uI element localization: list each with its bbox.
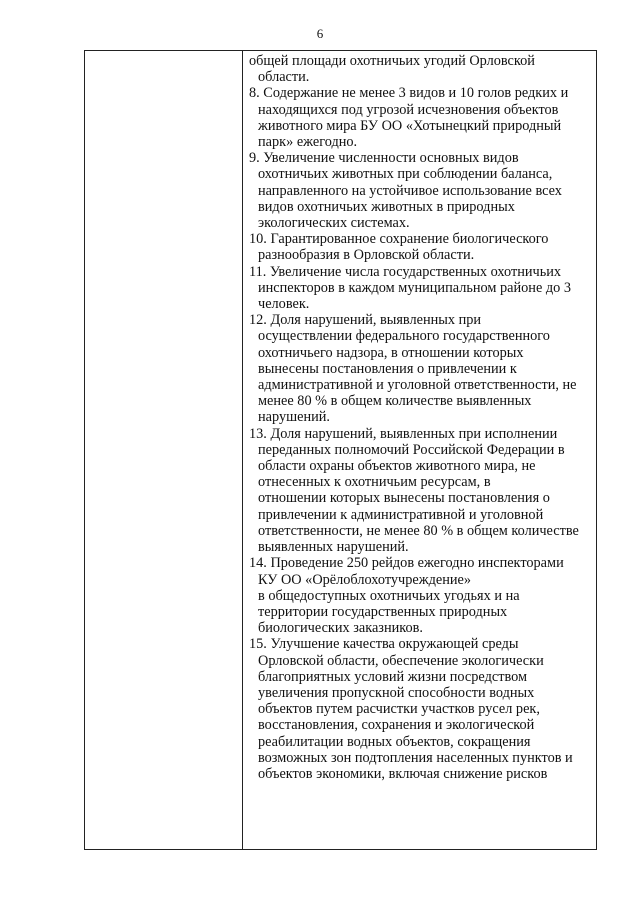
text-line: менее 80 % в общем количестве выявленных: [258, 393, 532, 410]
list-item: [249, 150, 592, 231]
list-item: [249, 426, 592, 556]
text-line: инспекторов в каждом муниципальном районе до 3: [258, 279, 572, 296]
text-line: 14. Проведение 250 рейдов ежегодно инспекторами: [249, 555, 564, 572]
text-line: 15. Улучшение качества окружающей среды: [249, 636, 519, 653]
text-line: отнесенных к охотничьим ресурсам, в: [258, 474, 491, 491]
text-line: 11. Увеличение числа государственных охотничьих: [249, 263, 562, 280]
text-line: области охраны объектов животного мира, не: [258, 458, 536, 475]
text-line: административной и уголовной ответственности, не: [258, 377, 577, 394]
text-line: 10. Гарантированное сохранение биологического: [249, 231, 549, 248]
text-line: охотничьих животных при соблюдении баланса,: [258, 166, 553, 183]
text-line: парк» ежегодно.: [258, 134, 358, 151]
text-line: животного мира БУ ОО «Хотынецкий природный: [258, 117, 562, 134]
text-line: выявленных нарушений.: [258, 539, 409, 556]
text-line: восстановления, сохранения и экологической: [258, 717, 535, 734]
text-line: 9. Увеличение численности основных видов: [249, 150, 519, 167]
list-item: [249, 264, 592, 313]
text-line: 8. Содержание не менее 3 видов и 10 голов редких и: [249, 85, 569, 102]
text-line: привлечении к административной и уголовной: [258, 506, 544, 523]
text-line: увеличения пропускной способности водных: [258, 684, 535, 701]
list-item: [249, 636, 592, 782]
text-line: 12. Доля нарушений, выявленных при: [249, 312, 482, 329]
text-line: охотничьего надзора, в отношении которых: [258, 344, 524, 361]
text-line: благоприятных условий жизни посредством: [258, 668, 528, 685]
table-cell-content: [249, 53, 592, 849]
text-line: КУ ОО «Орёлоблохотучреждение»: [258, 571, 472, 588]
column-divider: [242, 51, 243, 849]
text-line: находящихся под угрозой исчезновения объектов: [258, 101, 559, 118]
text-line: ответственности, не менее 80 % в общем количестве: [258, 522, 579, 539]
list-item: [249, 231, 592, 263]
text-line: разнообразия в Орловской области.: [258, 247, 475, 264]
text-line: переданных полномочий Российской Федерации в: [258, 441, 565, 458]
page-number: 6: [316, 26, 324, 41]
document-table: [84, 50, 597, 850]
text-line: человек.: [258, 296, 310, 313]
text-line: объектов экономики, включая снижение рисков: [258, 765, 548, 782]
text-line: Орловской области, обеспечение экологически: [258, 652, 544, 669]
text-line: в общедоступных охотничьих угодьях и на: [258, 587, 520, 604]
text-line: территории государственных природных: [258, 603, 508, 620]
list-item: [249, 53, 592, 85]
text-line: осуществлении федерального государственного: [258, 328, 550, 345]
text-line: возможных зон подтопления населенных пунктов и: [258, 749, 573, 766]
text-line: нарушений.: [258, 409, 330, 426]
text-line: направленного на устойчивое использование всех: [258, 182, 562, 199]
text-line: области.: [258, 69, 310, 86]
text-line: экологических системах.: [258, 215, 410, 232]
text-line: вынесены постановления о привлечении к: [258, 360, 517, 377]
text-line: видов охотничьих животных в природных: [258, 198, 515, 215]
text-line: отношении которых вынесены постановления о: [258, 490, 550, 507]
table-cell-empty: [85, 51, 242, 849]
text-line: реабилитации водных объектов, сокращения: [258, 733, 531, 750]
list-item: [249, 85, 592, 150]
text-line: объектов путем расчистки участков русел рек,: [258, 701, 540, 718]
text-line: общей площади охотничьих угодий Орловской: [249, 53, 535, 69]
text-line: 13. Доля нарушений, выявленных при исполнении: [249, 425, 558, 442]
text-line: биологических заказников.: [258, 620, 423, 637]
list-item: [249, 312, 592, 425]
list-item: [249, 555, 592, 636]
